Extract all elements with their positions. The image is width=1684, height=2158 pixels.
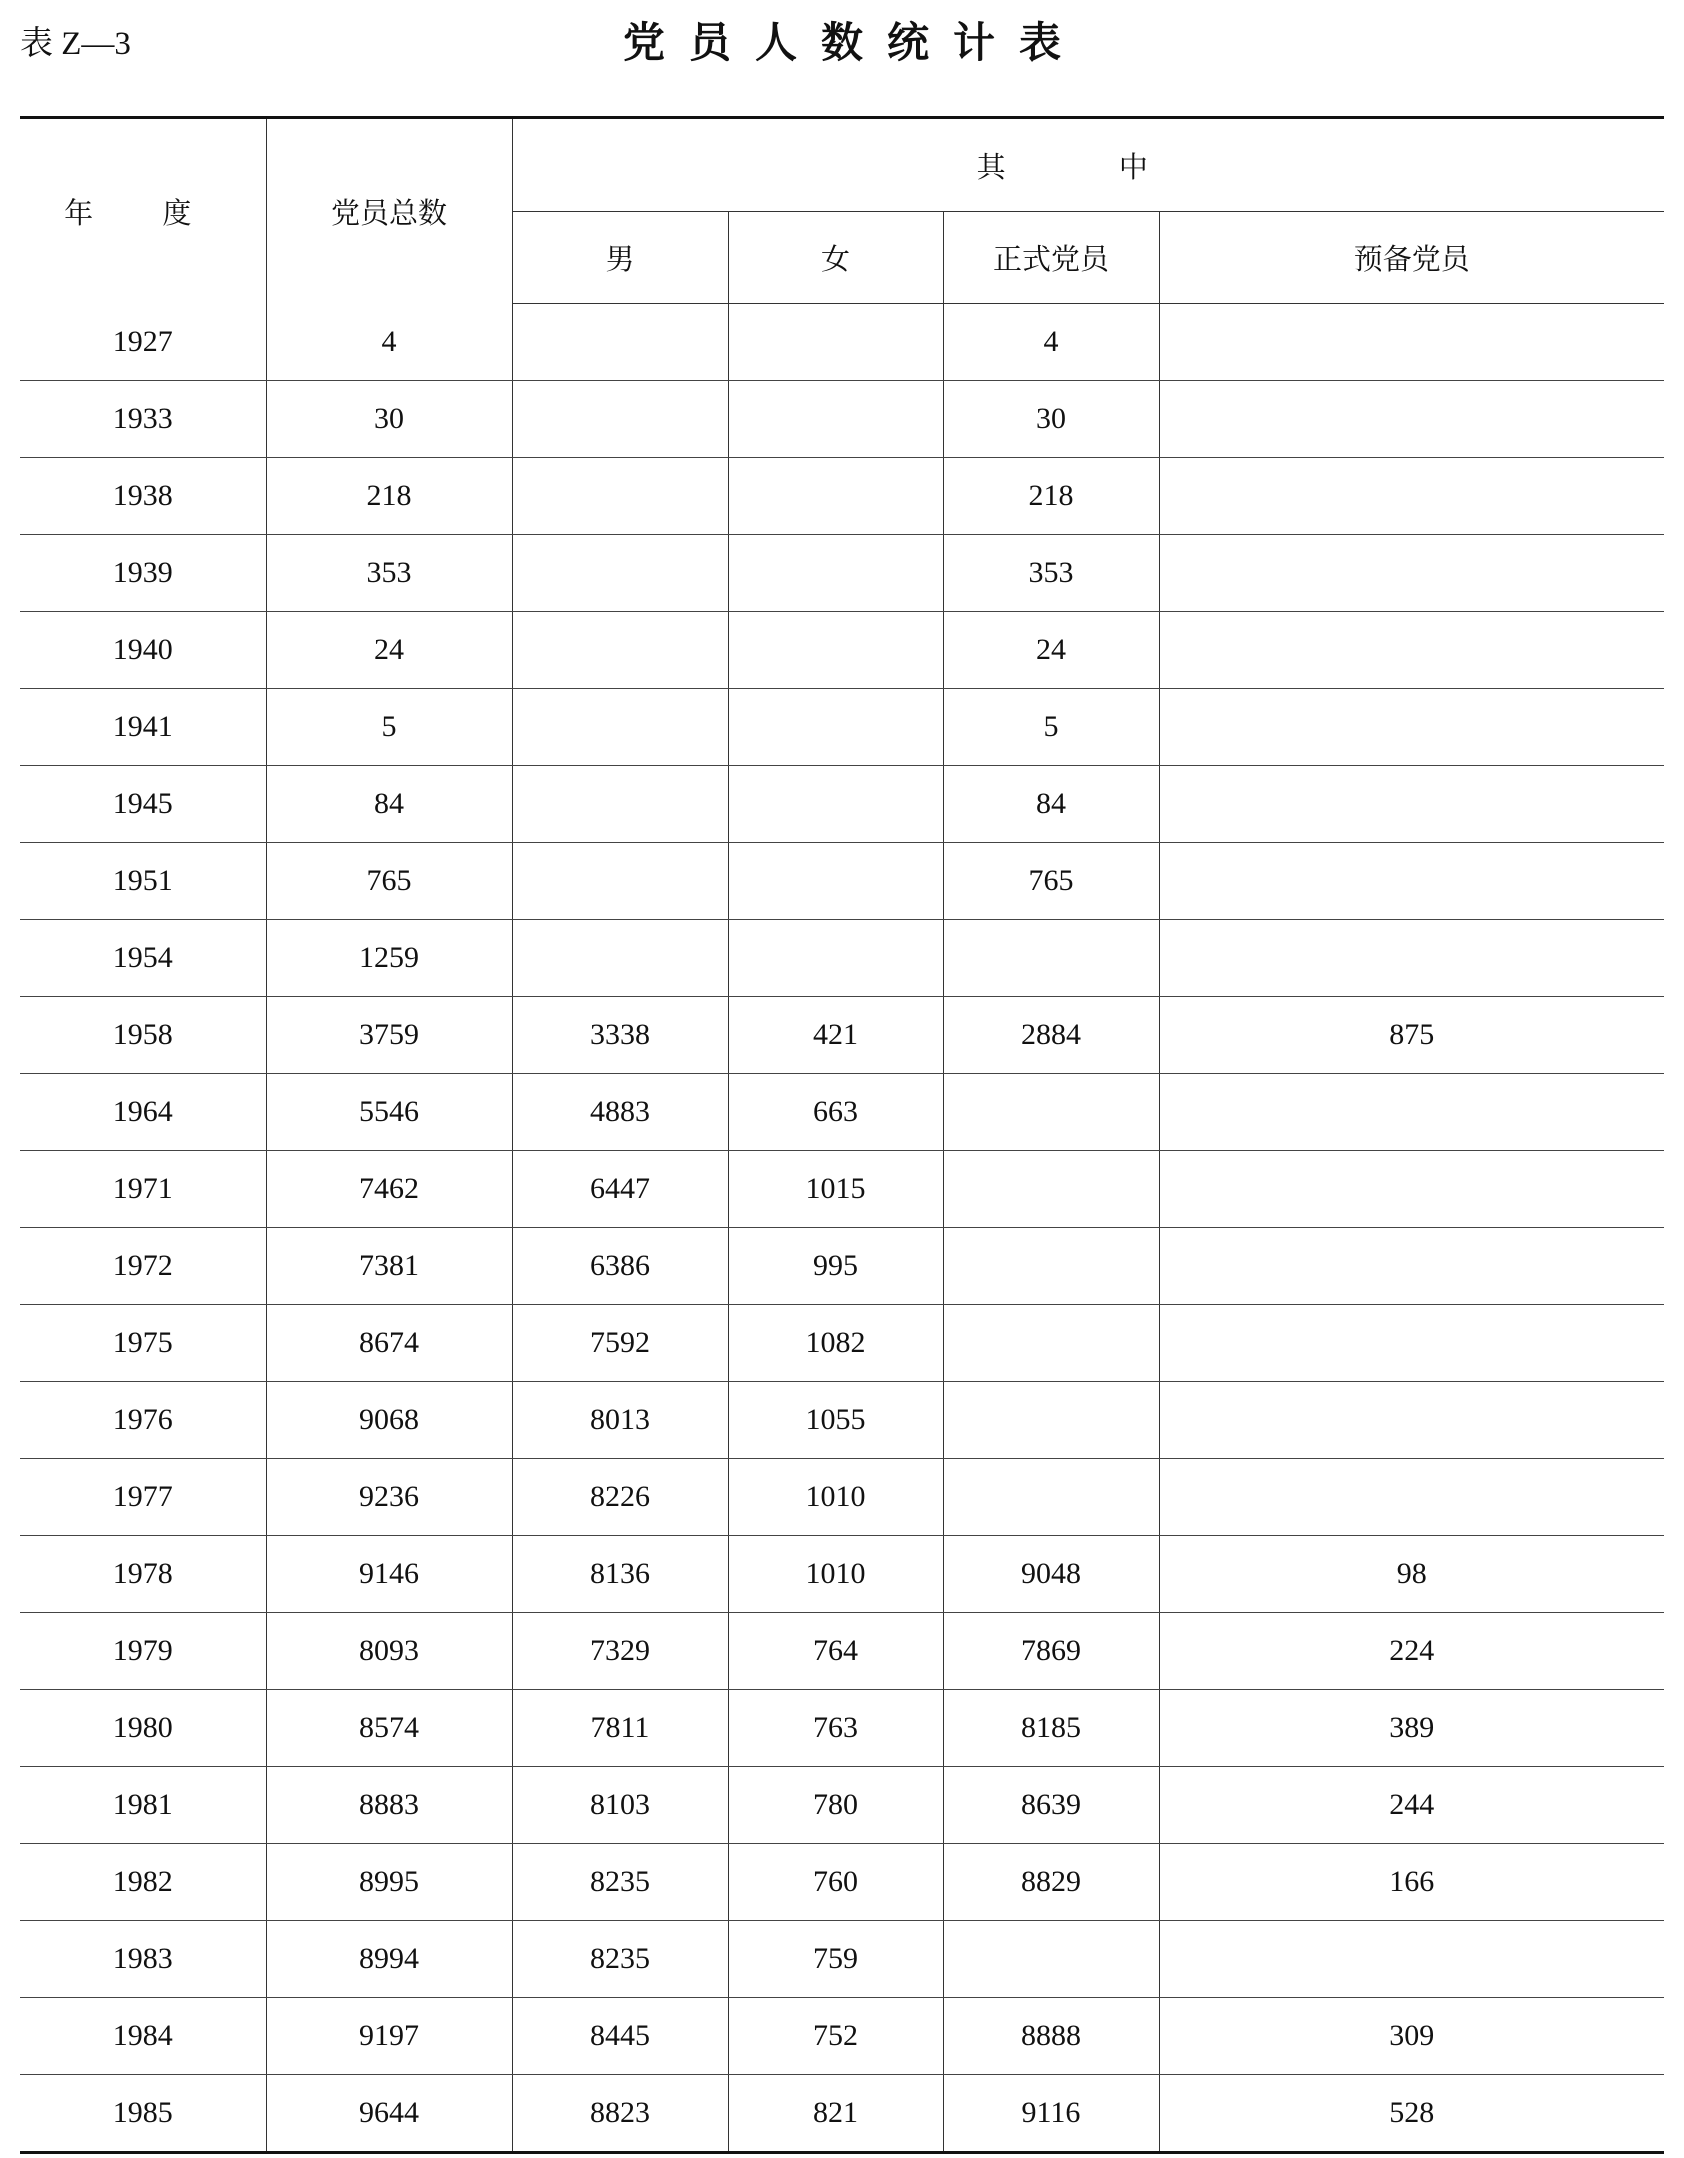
- cell-total: 5546: [266, 1074, 512, 1151]
- cell-formal: 4: [943, 304, 1159, 381]
- cell-probationary: [1159, 458, 1664, 535]
- cell-year: 1972: [20, 1228, 266, 1305]
- cell-formal: [943, 1382, 1159, 1459]
- cell-female: [728, 304, 943, 381]
- cell-formal: 8888: [943, 1998, 1159, 2075]
- cell-year: 1945: [20, 766, 266, 843]
- cell-formal: 765: [943, 843, 1159, 920]
- column-group-header: 其 中: [512, 118, 1664, 212]
- cell-formal: [943, 1074, 1159, 1151]
- cell-probationary: [1159, 1228, 1664, 1305]
- cell-total: 8995: [266, 1844, 512, 1921]
- cell-formal: [943, 1151, 1159, 1228]
- cell-probationary: [1159, 1151, 1664, 1228]
- cell-year: 1981: [20, 1767, 266, 1844]
- table-row: [20, 1613, 1664, 1690]
- cell-year: 1941: [20, 689, 266, 766]
- cell-probationary: [1159, 1074, 1664, 1151]
- cell-male: 6447: [512, 1151, 728, 1228]
- table-row: [20, 304, 1664, 381]
- cell-formal: 218: [943, 458, 1159, 535]
- cell-female: 663: [728, 1074, 943, 1151]
- cell-total: 3759: [266, 997, 512, 1074]
- cell-total: 8574: [266, 1690, 512, 1767]
- table-row: [20, 1459, 1664, 1536]
- table-row: [20, 1921, 1664, 1998]
- cell-probationary: [1159, 1305, 1664, 1382]
- column-header-probationary: 预备党员: [1159, 212, 1664, 304]
- cell-female: 759: [728, 1921, 943, 1998]
- cell-female: [728, 920, 943, 997]
- cell-probationary: [1159, 381, 1664, 458]
- page-title: 党员人数统计表: [622, 18, 1085, 67]
- column-header-year: 年 度: [20, 118, 266, 304]
- table-row: [20, 535, 1664, 612]
- cell-year: 1938: [20, 458, 266, 535]
- cell-year: 1984: [20, 1998, 266, 2075]
- cell-year: 1980: [20, 1690, 266, 1767]
- cell-probationary: 309: [1159, 1998, 1664, 2075]
- cell-year: 1933: [20, 381, 266, 458]
- table-row: [20, 1536, 1664, 1613]
- cell-male: [512, 458, 728, 535]
- cell-female: 421: [728, 997, 943, 1074]
- cell-year: 1958: [20, 997, 266, 1074]
- cell-probationary: [1159, 1459, 1664, 1536]
- cell-male: 8235: [512, 1844, 728, 1921]
- cell-probationary: 244: [1159, 1767, 1664, 1844]
- table-row: [20, 1767, 1664, 1844]
- cell-probationary: 224: [1159, 1613, 1664, 1690]
- table-row: [20, 1998, 1664, 2075]
- cell-total: 8883: [266, 1767, 512, 1844]
- cell-year: 1939: [20, 535, 266, 612]
- table-row: [20, 1074, 1664, 1151]
- cell-male: [512, 535, 728, 612]
- cell-female: [728, 612, 943, 689]
- cell-year: 1983: [20, 1921, 266, 1998]
- cell-male: 7811: [512, 1690, 728, 1767]
- cell-female: [728, 689, 943, 766]
- cell-female: [728, 458, 943, 535]
- cell-year: 1975: [20, 1305, 266, 1382]
- cell-year: 1979: [20, 1613, 266, 1690]
- cell-male: 7329: [512, 1613, 728, 1690]
- cell-year: 1940: [20, 612, 266, 689]
- cell-probationary: [1159, 612, 1664, 689]
- table-label: 表 Z—3: [20, 26, 131, 62]
- cell-female: [728, 381, 943, 458]
- cell-female: 752: [728, 1998, 943, 2075]
- cell-male: 8823: [512, 2075, 728, 2153]
- column-header-formal: 正式党员: [943, 212, 1159, 304]
- table-row: [20, 1228, 1664, 1305]
- cell-male: 8103: [512, 1767, 728, 1844]
- table-row: [20, 920, 1664, 997]
- cell-total: 7381: [266, 1228, 512, 1305]
- cell-male: 3338: [512, 997, 728, 1074]
- cell-female: 1010: [728, 1536, 943, 1613]
- table-row: [20, 997, 1664, 1074]
- cell-male: 8445: [512, 1998, 728, 2075]
- cell-female: 1055: [728, 1382, 943, 1459]
- cell-total: 8674: [266, 1305, 512, 1382]
- cell-female: 821: [728, 2075, 943, 2153]
- cell-formal: 9116: [943, 2075, 1159, 2153]
- table-row: [20, 1690, 1664, 1767]
- column-header-female: 女: [728, 212, 943, 304]
- cell-male: 8136: [512, 1536, 728, 1613]
- cell-formal: 8185: [943, 1690, 1159, 1767]
- table-row: [20, 689, 1664, 766]
- column-header-total: 党员总数: [266, 118, 512, 304]
- cell-probationary: [1159, 535, 1664, 612]
- cell-year: 1964: [20, 1074, 266, 1151]
- cell-probationary: [1159, 689, 1664, 766]
- table-row: [20, 612, 1664, 689]
- cell-total: 8093: [266, 1613, 512, 1690]
- cell-female: 995: [728, 1228, 943, 1305]
- table-row: [20, 381, 1664, 458]
- cell-male: [512, 304, 728, 381]
- cell-probationary: [1159, 766, 1664, 843]
- table-row: [20, 1844, 1664, 1921]
- table-row: [20, 843, 1664, 920]
- cell-male: [512, 920, 728, 997]
- cell-year: 1978: [20, 1536, 266, 1613]
- cell-male: [512, 843, 728, 920]
- cell-formal: [943, 1459, 1159, 1536]
- cell-female: 780: [728, 1767, 943, 1844]
- table-header: [20, 118, 1664, 304]
- cell-formal: 24: [943, 612, 1159, 689]
- cell-total: 84: [266, 766, 512, 843]
- cell-formal: 9048: [943, 1536, 1159, 1613]
- table-row: [20, 458, 1664, 535]
- cell-male: 7592: [512, 1305, 728, 1382]
- cell-total: 218: [266, 458, 512, 535]
- cell-year: 1971: [20, 1151, 266, 1228]
- cell-probationary: 528: [1159, 2075, 1664, 2153]
- party-member-stats-table: [20, 116, 1664, 2154]
- table-row: [20, 1382, 1664, 1459]
- table-row: [20, 766, 1664, 843]
- cell-total: 8994: [266, 1921, 512, 1998]
- cell-probationary: 98: [1159, 1536, 1664, 1613]
- cell-total: 9236: [266, 1459, 512, 1536]
- cell-formal: 353: [943, 535, 1159, 612]
- cell-female: 1015: [728, 1151, 943, 1228]
- table-row: [20, 1151, 1664, 1228]
- cell-total: 24: [266, 612, 512, 689]
- cell-male: [512, 766, 728, 843]
- cell-total: 9197: [266, 1998, 512, 2075]
- table-row: [20, 1305, 1664, 1382]
- cell-year: 1977: [20, 1459, 266, 1536]
- cell-formal: 30: [943, 381, 1159, 458]
- cell-total: 30: [266, 381, 512, 458]
- cell-probationary: [1159, 304, 1664, 381]
- cell-female: 764: [728, 1613, 943, 1690]
- cell-probationary: 166: [1159, 1844, 1664, 1921]
- cell-male: [512, 612, 728, 689]
- cell-probationary: [1159, 920, 1664, 997]
- cell-year: 1976: [20, 1382, 266, 1459]
- cell-total: 765: [266, 843, 512, 920]
- cell-total: 9644: [266, 2075, 512, 2153]
- cell-male: [512, 689, 728, 766]
- cell-total: 353: [266, 535, 512, 612]
- cell-male: 8013: [512, 1382, 728, 1459]
- cell-probationary: [1159, 843, 1664, 920]
- cell-probationary: [1159, 1921, 1664, 1998]
- cell-female: [728, 843, 943, 920]
- cell-male: 4883: [512, 1074, 728, 1151]
- cell-year: 1927: [20, 304, 266, 381]
- cell-female: 1082: [728, 1305, 943, 1382]
- cell-formal: 84: [943, 766, 1159, 843]
- cell-probationary: [1159, 1382, 1664, 1459]
- cell-total: 5: [266, 689, 512, 766]
- cell-female: [728, 535, 943, 612]
- cell-formal: 7869: [943, 1613, 1159, 1690]
- cell-formal: [943, 1921, 1159, 1998]
- cell-year: 1985: [20, 2075, 266, 2153]
- cell-formal: 8829: [943, 1844, 1159, 1921]
- cell-male: 8235: [512, 1921, 728, 1998]
- column-header-male: 男: [512, 212, 728, 304]
- cell-formal: [943, 1228, 1159, 1305]
- cell-male: 8226: [512, 1459, 728, 1536]
- cell-male: [512, 381, 728, 458]
- cell-female: 1010: [728, 1459, 943, 1536]
- cell-female: 760: [728, 1844, 943, 1921]
- cell-formal: 5: [943, 689, 1159, 766]
- cell-probationary: 389: [1159, 1690, 1664, 1767]
- cell-year: 1982: [20, 1844, 266, 1921]
- cell-total: 1259: [266, 920, 512, 997]
- cell-formal: 2884: [943, 997, 1159, 1074]
- cell-female: 763: [728, 1690, 943, 1767]
- table-body: [20, 304, 1664, 2153]
- cell-formal: [943, 1305, 1159, 1382]
- cell-formal: 8639: [943, 1767, 1159, 1844]
- cell-probationary: 875: [1159, 997, 1664, 1074]
- cell-formal: [943, 920, 1159, 997]
- cell-year: 1954: [20, 920, 266, 997]
- cell-year: 1951: [20, 843, 266, 920]
- table-row: [20, 2075, 1664, 2153]
- cell-total: 7462: [266, 1151, 512, 1228]
- cell-total: 9068: [266, 1382, 512, 1459]
- cell-female: [728, 766, 943, 843]
- cell-total: 4: [266, 304, 512, 381]
- cell-male: 6386: [512, 1228, 728, 1305]
- cell-total: 9146: [266, 1536, 512, 1613]
